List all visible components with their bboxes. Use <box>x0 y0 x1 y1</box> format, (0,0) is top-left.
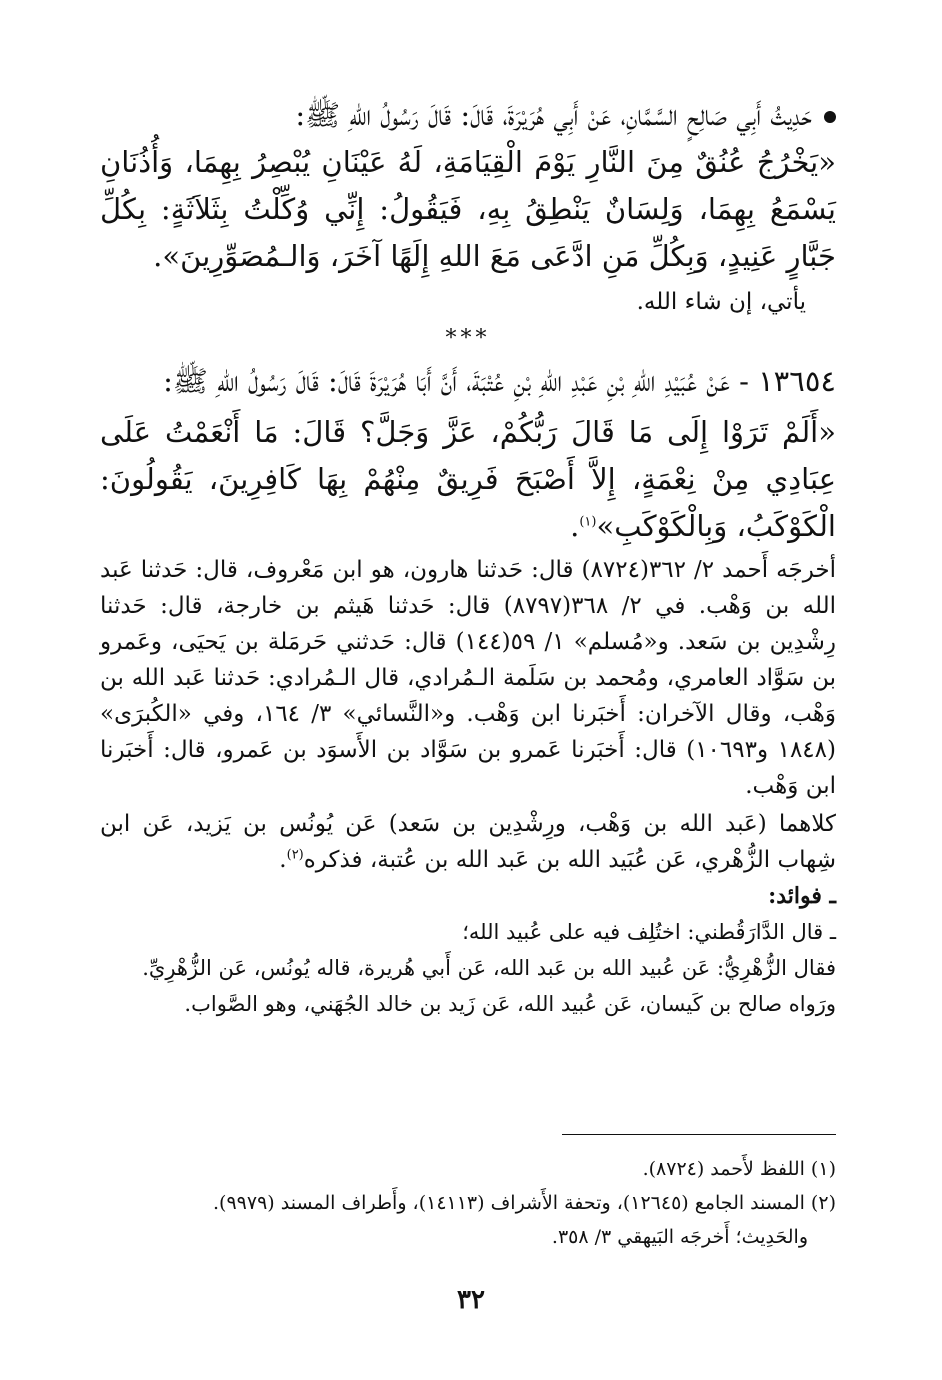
footnote-1: (١) اللفظ لأَحمد (٨٧٢٤). <box>642 1158 836 1180</box>
hadith-1-intro <box>100 92 836 139</box>
footnote-ref-2: (٢) <box>286 847 304 863</box>
section-separator: *** <box>445 326 491 351</box>
footnote-2: (٢) المسند الجامع (١٢٦٤٥)، وتحفة الأَشراف (١٤١١٣)، وأَطراف المسند (٩٩٧٩). <box>213 1192 836 1214</box>
both-end: . <box>279 847 287 873</box>
footnotes <box>106 1152 836 1254</box>
both-paragraph <box>100 806 836 878</box>
fawaid-heading: ـ فوائد: <box>768 883 836 909</box>
hadith-2-end: . <box>570 509 580 543</box>
page-content <box>100 92 836 1022</box>
hadith-1-text: «يَخْرُجُ عُنُقٌ مِنَ النَّارِ يَوْمَ الْقِيَامَةِ، لَهُ عَيْنَانِ يُبْصِرُ بِهِمَا، وَأُذُنَانِ يَسْمَعُ بِهِمَا، وَلِسَانٌ يَنْطِقُ بِهِ، فَيَقُولُ: إِنِّي وُكِّلْتُ بِثَلاَثَةٍ: بِكُلِّ جَبَّارٍ عَنِيدٍ، وَبِكُلِّ مَنِ ادَّعَى مَعَ اللهِ إِلَهًا آخَرَ، وَالـمُصَوِّرِينَ». <box>100 145 836 273</box>
hadith-2-text <box>100 409 836 550</box>
hadith-2-intro: ١٣٦٥٤ - عَنْ عُبَيْدِ اللهِ بْنِ عَبْدِ اللهِ بْنِ عُتْبَةَ، أَنَّ أَبَا هُرَيْرَةَ قَالَ: قَالَ رَسُولُ اللهِ ﷺ: <box>163 364 836 398</box>
page-number: ٣٢ <box>457 1285 485 1315</box>
footnote-separator <box>562 1134 836 1135</box>
fawaid-line-3: ورَواه صالح بن كَيسان، عَن عُبيد الله، عَن زَيد بن خالد الجُهَني، وهو الصَّواب. <box>184 992 836 1016</box>
hadith-2-text-body: «أَلَمْ تَرَوْا إِلَى مَا قَالَ رَبُّكُمْ، عَزَّ وَجَلَّ؟ قَالَ: مَا أَنْعَمْتُ عَلَى عِبَادِي مِنْ نِعْمَةٍ، إِلاَّ أَصْبَحَ فَرِيقٌ مِنْهُمْ بِهَا كَافِرِينَ، يَقُولُونَ: الْكَوْكَبُ، وَبِالْكَوْكَبِ» <box>100 415 836 543</box>
footnote-ref-1: (١) <box>579 514 597 530</box>
hadith-1-note: يأتي، إن شاء الله. <box>636 289 806 315</box>
fawaid-line-1: ـ قال الدَّارَقُطني: اختُلِف فيه على عُبيد الله؛ <box>462 920 836 944</box>
footnote-2-continued: والحَدِيث؛ أَخرجَه البَيهقي ٣/ ٣٥٨. <box>551 1226 808 1248</box>
fawaid-line-2: فقال الزُّهْرِيُّ: عَن عُبيد الله بن عَبد الله، عَن أَبي هُريرة، قاله يُونُس، عَن الزُّهْرِيِّ. <box>142 956 836 980</box>
takhrij-paragraph: أخرجَه أَحمد ٢/ ٣٦٢(٨٧٢٤) قال: حَدثنا هارون، هو ابن مَعْروف، قال: حَدثنا عَبد الله بن وَهْب. في ٢/ ٣٦٨(٨٧٩٧) قال: حَدثنا هَيثم بن خارجة، قال: حَدثنا رِشْدِين بن سَعد. و«مُسلم» ١/ ٥٩(١٤٤) قال: حَدثني حَرمَلة بن يَحيَى، وعَمرو بن سَوَّاد العامري، ومُحمد بن سَلَمة الـمُرادي، قال الـمُرادي: حَدثنا عَبد الله بن وَهْب، وقال الآخران: أَخبَرنا ابن وَهْب. و«النَّسائي» ٣/ ١٦٤، وفي «الكُبرَى» (١٨٤٨ و١٠٦٩٣) قال: أَخبَرنا عَمرو بن سَوَّاد بن الأَسوَد بن عَمرو، قال: أَخبَرنا ابن وَهْب. <box>100 557 837 799</box>
bullet-icon <box>824 111 836 123</box>
hadith-1-intro-text: حَدِيثُ أَبِي صَالِحٍ السَّمَّانِ، عَنْ أَبِي هُرَيْرَةَ، قَالَ: قَالَ رَسُولُ اللهِ ﷺ: <box>295 98 812 132</box>
both-text: كلاهما (عَبد الله بن وَهْب، ورِشْدِين بن سَعد) عَن يُونُس بن يَزيد، عَن ابن شِهاب الزُّهْري، عَن عُبَيد الله بن عَبد الله بن عُتبة، فذكره <box>100 811 836 873</box>
